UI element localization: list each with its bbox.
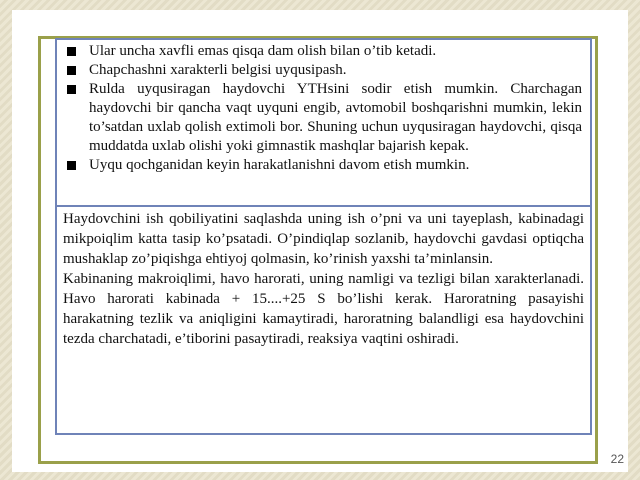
bullet-square-icon	[67, 85, 76, 94]
list-item: Chapchashni xarakterli belgisi uyqusipash.	[67, 61, 582, 80]
paragraph-microclimate: Kabinaning makroiqlimi, havo harorati, uning namligi va tezligi bilan xarakterlanadi. Havo harorati kabinada + 15....+25 S bo’lishi kerak. Haroratning pasayishi harakatning tezlik va aniqligini kamaytiradi, haroratning balandligi esa haydovchini tezda charchatadi, e’tiborini pasaytiradi, reaksiya vaqtini oshiradi.	[63, 271, 584, 347]
paragraph-workplace: Haydovchini ish qobiliyatini saqlashda uning ish o’pni va uni tayeplash, kabinadagi mikpoiqlim katta tasip ko’psatadi. O’pindiqlap sozlanib, haydovchi gavdasi optiqcha mushaklap zo’piqishga ehtiyoj qolmasin, ko’rinish yaxshi ta’minlansin.	[63, 211, 584, 267]
list-item: Uyqu qochganidan keyin harakatlanishni davom etish mumkin.	[67, 156, 582, 175]
text-box	[55, 205, 592, 435]
list-item: Ular uncha xavfli emas qisqa dam olish bilan o’tib ketadi.	[67, 42, 582, 61]
bullet-box	[55, 38, 592, 216]
bullet-square-icon	[67, 66, 76, 75]
bullet-square-icon	[67, 161, 76, 170]
list-item: Rulda uyqusiragan haydovchi YTHsini sodir etish mumkin. Charchagan haydovchi bir qancha vaqt uyquni engib, avtomobil boshqarishni mumkin, lekin to’satdan uxlab qolish extimoli bor. Shuning uchun uyqusiragan haydovchi, qisqa muddatda uxlab olishi yoki gimnastik mashqlar bajarish kepak.	[67, 80, 582, 156]
bullet-square-icon	[67, 47, 76, 56]
page-number: 22	[610, 452, 624, 466]
bullet-list	[67, 42, 582, 175]
